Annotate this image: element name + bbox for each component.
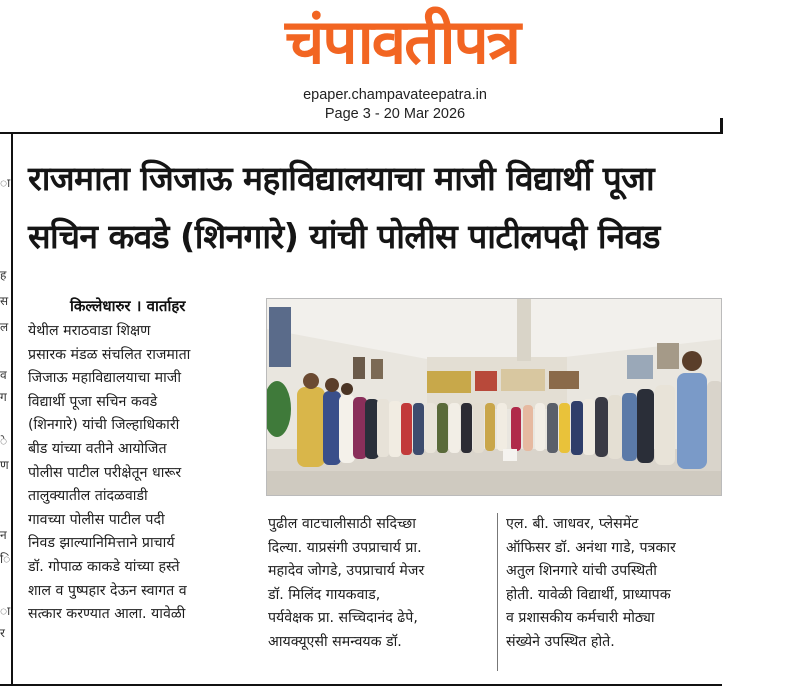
text-line: पुढील वाटचालीसाठी सदिच्छा <box>268 516 416 532</box>
article-column-2 <box>268 513 488 655</box>
article-photo[interactable] <box>266 298 722 496</box>
masthead <box>0 0 793 132</box>
edition-page-info: Page 3 - 20 Mar 2026 <box>324 106 466 122</box>
text-line: तालुक्यातील तांदळवाडी <box>28 488 148 505</box>
text-line: दिल्या. याप्रसंगी उपप्राचार्य प्रा. <box>268 539 422 556</box>
fragment-char: ह <box>0 268 7 282</box>
fragment-char: न <box>0 528 7 542</box>
text-line: डॉ. मिलिंद गायकवाड, <box>268 586 381 603</box>
text-line: ऑफिसर डॉ. अनंथा गाडे, पत्रकार <box>506 539 676 556</box>
text-line: शाल व पुष्पहार देऊन स्वागत व <box>28 582 187 599</box>
text-line: सत्कार करण्यात आला. यावेळी <box>28 606 186 623</box>
group-photo-illustration <box>267 299 722 496</box>
text-line: पर्यवेक्षक प्रा. सच्चिदानंद ढेपे, <box>268 610 418 627</box>
fragment-char: ल <box>0 320 9 334</box>
text-line: (शिनगारे) यांची जिल्हाधिकारी <box>28 417 180 434</box>
footer-rule <box>0 684 722 686</box>
fragment-char: े <box>0 434 8 448</box>
fragment-char: ग <box>0 390 7 404</box>
left-column-rule <box>11 134 13 684</box>
text-line: अतुल शिनगारे यांची उपस्थिती <box>506 563 657 580</box>
text-line: निवड झाल्यानिमित्ताने प्राचार्य <box>28 535 175 552</box>
fragment-char: ण <box>0 458 9 472</box>
text-line: महादेव जोगडे, उपप्राचार्य मेजर <box>268 563 425 580</box>
headline-line: राजमाता जिजाऊ महाविद्यालयाचा माजी विद्यार्थी पूजा <box>28 159 655 198</box>
article-column-3 <box>506 513 722 655</box>
fragment-char: ि <box>0 552 11 566</box>
column-divider <box>497 513 498 671</box>
text-line: होती. यावेळी विद्यार्थी, प्राध्यापक <box>506 586 671 603</box>
fragment-char: ा <box>0 176 11 190</box>
text-line: पोलीस पाटील परीक्षेतून धारूर <box>28 464 182 481</box>
text-line: गावच्या पोलीस पाटील पदी <box>28 511 165 528</box>
fragment-char: र <box>0 626 5 640</box>
article-byline: किल्लेधारुर । वार्ताहर <box>70 297 186 315</box>
text-line: संख्येने उपस्थित होते. <box>506 633 615 650</box>
text-line: येथील मराठवाडा शिक्षण <box>28 323 151 339</box>
adjacent-article-fragments <box>0 170 11 670</box>
text-line: व प्रशासकीय कर्मचारी मोठ्या <box>506 610 655 627</box>
text-line: बीड यांच्या वतीने आयोजित <box>28 440 167 457</box>
header-rule <box>0 132 722 134</box>
text-line: प्रसारक मंडळ संचलित राजमाता <box>28 346 191 363</box>
text-line: एल. बी. जाधवर, प्लेसमेंट <box>506 516 639 532</box>
headline-line: सचिन कवडे (शिनगारे) यांची पोलीस पाटीलपदी निवड <box>28 217 660 256</box>
text-line: आयक्यूएसी समन्वयक डॉ. <box>268 633 402 650</box>
edition-url[interactable]: epaper.champavateepatra.in <box>303 87 487 103</box>
article-column-1 <box>28 320 256 627</box>
newspaper-brand-logo[interactable]: चंपावतीपत्र <box>285 5 519 78</box>
text-line: डॉ. गोपाळ काकडे यांच्या हस्ते <box>28 558 180 575</box>
article-headline <box>28 150 718 266</box>
fragment-char: ा <box>0 604 11 618</box>
text-line: जिजाऊ महाविद्यालयाचा माजी <box>28 370 181 387</box>
fragment-char: स <box>0 294 9 308</box>
fragment-char: व <box>0 368 7 382</box>
text-line: विद्यार्थी पूजा सचिन कवडे <box>28 393 158 410</box>
